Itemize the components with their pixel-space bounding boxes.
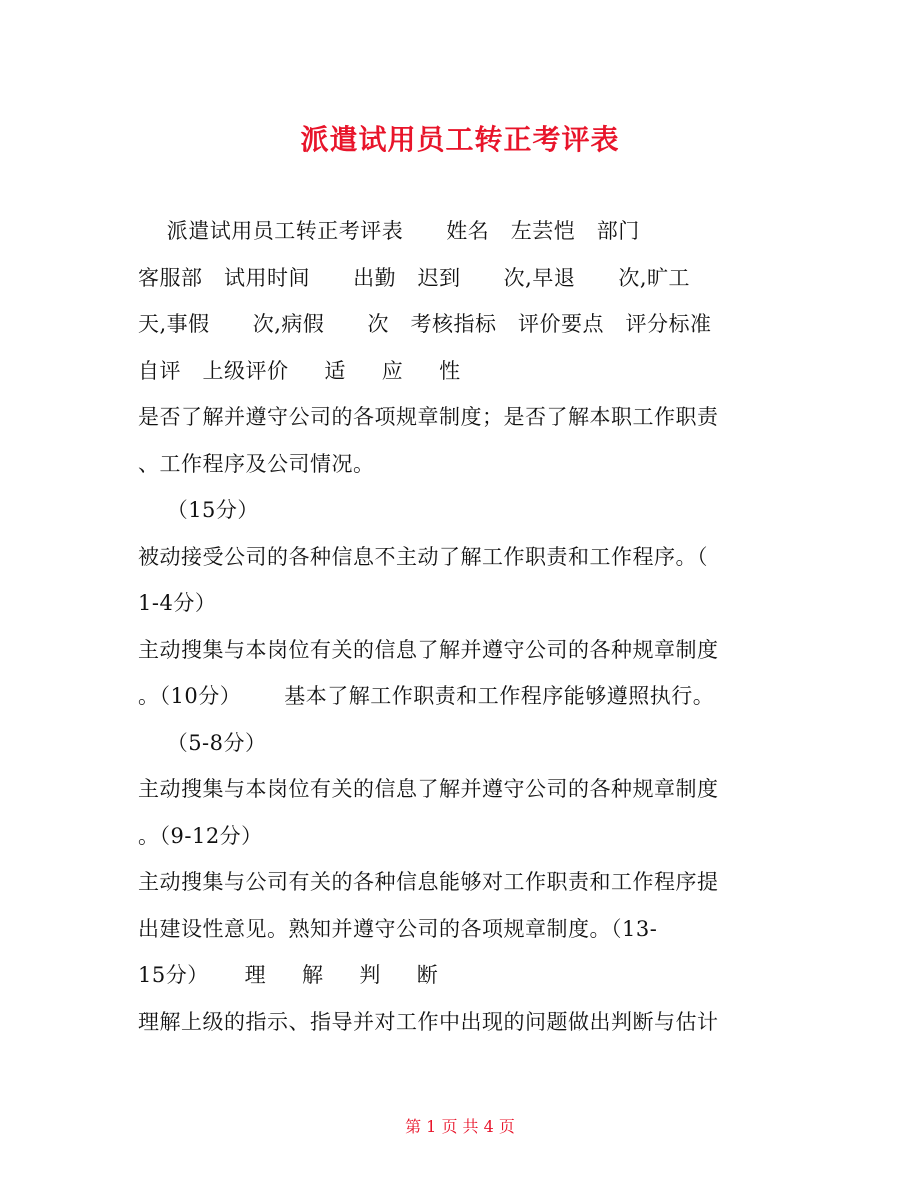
body-line-9: 1-4分） [138, 591, 217, 615]
body-line-3: 天,事假 次,病假 次 考核指标 评价要点 评分标准 [138, 312, 712, 336]
body-line-2: 客服部 试用时间 出勤 迟到 次,早退 次,旷工 [138, 265, 691, 290]
body-line-16: 出建设性意见。熟知并遵守公司的各项规章制度。（13- [138, 916, 658, 941]
body-line-1: 派遣试用员工转正考评表 姓名 左芸恺 部门 [138, 219, 640, 243]
body-line-13: 主动搜集与本岗位有关的信息了解并遵守公司的各种规章制度 [138, 777, 719, 801]
body-line-14: 。（9-12分） [138, 823, 263, 848]
body-line-8: 被动接受公司的各种信息不主动了解工作职责和工作程序。（ [138, 544, 708, 569]
body-line-4: 自评 上级评价 适 应 性 [138, 358, 461, 383]
document-body [138, 216, 788, 1053]
body-line-18: 理解上级的指示、指导并对工作中出现的问题做出判断与估计 [138, 1009, 719, 1034]
document-title: 派遣试用员工转正考评表 [300, 123, 620, 156]
body-line-15: 主动搜集与公司有关的各种信息能够对工作职责和工作程序提 [138, 870, 719, 894]
body-line-10: 主动搜集与本岗位有关的信息了解并遵守公司的各种规章制度 [138, 637, 719, 662]
body-line-6: 、工作程序及公司情况。 [138, 451, 375, 476]
body-line-12: （5-8分） [138, 730, 267, 755]
body-line-11: 。（10分） 基本了解工作职责和工作程序能够遵照执行。 [138, 684, 715, 708]
body-line-5: 是否了解并遵守公司的各项规章制度；是否了解本职工作职责 [138, 405, 719, 429]
body-line-17: 15分） 理 解 判 断 [138, 963, 439, 987]
body-line-7: （15分） [138, 498, 259, 522]
page-number-footer: 第 1 页 共 4 页 [405, 1117, 515, 1136]
